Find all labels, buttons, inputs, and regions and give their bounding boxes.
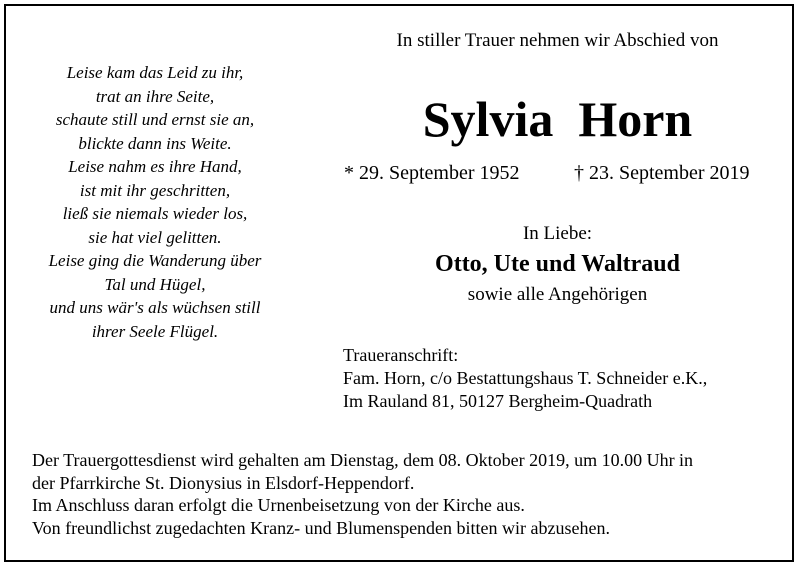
address-heading: Traueranschrift: — [343, 345, 459, 365]
poem-line: schaute still und ernst sie an, — [55, 110, 255, 129]
birth-date: * 29. September 1952 — [344, 162, 520, 184]
love-line: In Liebe: — [522, 223, 593, 244]
service-line: Von freundlichst zugedachten Kranz- und Blumenspenden bitten wir abzusehen. — [32, 517, 610, 538]
intro-text: In stiller Trauer nehmen wir Abschied von — [396, 30, 719, 51]
poem-line: blickte dann ins Weite. — [78, 133, 232, 153]
poem-line: Tal und Hügel, — [104, 274, 206, 294]
poem-line: ließ sie niemals wieder los, — [62, 204, 248, 223]
poem-line: trat an ihre Seite, — [95, 86, 215, 106]
family-names: Otto, Ute und Waltraud — [435, 251, 680, 277]
death-date: † 23. September 2019 — [574, 162, 750, 184]
poem-line: und uns wär's als wüchsen still — [49, 298, 261, 317]
poem-line: Leise ging die Wanderung über — [48, 251, 262, 270]
poem-line: ist mit ihr geschritten, — [79, 180, 231, 200]
poem-line: Leise nahm es ihre Hand, — [68, 157, 242, 176]
poem-line: sie hat viel gelitten. — [88, 227, 222, 247]
address-line: Im Rauland 81, 50127 Bergheim-Quadrath — [343, 391, 653, 411]
service-line: Der Trauergottesdienst wird gehalten am Dienstag, dem 08. Oktober 2019, um 10.00 Uhr in — [32, 450, 694, 470]
mourning-address — [343, 344, 783, 413]
poem-line: Leise kam das Leid zu ihr, — [66, 63, 244, 82]
address-line: Fam. Horn, c/o Bestattungshaus T. Schneider e.K., — [343, 368, 708, 388]
service-line: der Pfarrkirche St. Dionysius in Elsdorf-Heppendorf. — [32, 472, 415, 493]
poem — [20, 61, 290, 343]
relatives-line: sowie alle Angehörigen — [467, 284, 648, 305]
deceased-name: Sylvia Horn — [422, 91, 693, 147]
service-notice — [32, 449, 782, 539]
service-line: Im Anschluss daran erfolgt die Urnenbeisetzung von der Kirche aus. — [32, 495, 525, 515]
poem-line: ihrer Seele Flügel. — [91, 321, 219, 341]
life-dates — [344, 162, 774, 185]
